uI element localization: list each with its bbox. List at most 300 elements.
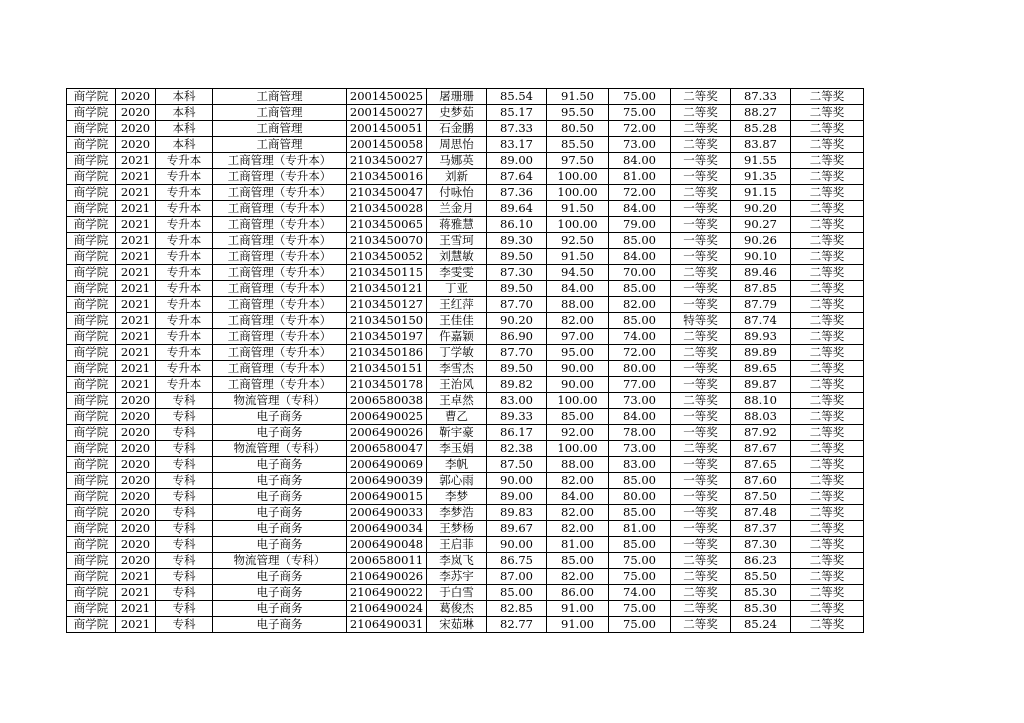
name-cell: 丁亚 bbox=[427, 281, 487, 297]
level-cell: 专科 bbox=[156, 521, 213, 537]
score-a-cell: 89.50 bbox=[487, 281, 547, 297]
table-row bbox=[67, 121, 864, 137]
score-c-cell: 73.00 bbox=[609, 393, 671, 409]
name-cell: 蒋雅慧 bbox=[427, 217, 487, 233]
student-id-cell: 2103450197 bbox=[347, 329, 427, 345]
college-cell: 商学院 bbox=[67, 601, 116, 617]
student-id-cell: 2103450151 bbox=[347, 361, 427, 377]
college-cell: 商学院 bbox=[67, 185, 116, 201]
award-b-cell: 二等奖 bbox=[791, 105, 864, 121]
score-a-cell: 86.75 bbox=[487, 553, 547, 569]
student-id-cell: 2001450025 bbox=[347, 89, 427, 105]
award-b-cell: 二等奖 bbox=[791, 505, 864, 521]
major-cell: 工商管理 bbox=[213, 89, 347, 105]
score-a-cell: 89.00 bbox=[487, 489, 547, 505]
level-cell: 专升本 bbox=[156, 265, 213, 281]
score-b-cell: 85.00 bbox=[547, 409, 609, 425]
year-cell: 2020 bbox=[116, 121, 156, 137]
student-id-cell: 2006490034 bbox=[347, 521, 427, 537]
major-cell: 电子商务 bbox=[213, 489, 347, 505]
score-b-cell: 81.00 bbox=[547, 537, 609, 553]
level-cell: 本科 bbox=[156, 137, 213, 153]
level-cell: 专升本 bbox=[156, 217, 213, 233]
table-row bbox=[67, 569, 864, 585]
major-cell: 电子商务 bbox=[213, 457, 347, 473]
award-b-cell: 二等奖 bbox=[791, 265, 864, 281]
table-row bbox=[67, 345, 864, 361]
score-b-cell: 97.50 bbox=[547, 153, 609, 169]
award-a-cell: 一等奖 bbox=[671, 457, 731, 473]
major-cell: 工商管理（专升本） bbox=[213, 233, 347, 249]
level-cell: 本科 bbox=[156, 105, 213, 121]
total-score-cell: 85.24 bbox=[731, 617, 791, 633]
level-cell: 专科 bbox=[156, 409, 213, 425]
major-cell: 工商管理（专升本） bbox=[213, 265, 347, 281]
award-a-cell: 一等奖 bbox=[671, 377, 731, 393]
level-cell: 专科 bbox=[156, 473, 213, 489]
award-b-cell: 二等奖 bbox=[791, 377, 864, 393]
table-row bbox=[67, 89, 864, 105]
score-b-cell: 82.00 bbox=[547, 505, 609, 521]
table-row bbox=[67, 329, 864, 345]
score-b-cell: 82.00 bbox=[547, 473, 609, 489]
total-score-cell: 87.33 bbox=[731, 89, 791, 105]
student-id-cell: 2103450121 bbox=[347, 281, 427, 297]
award-b-cell: 二等奖 bbox=[791, 569, 864, 585]
major-cell: 工商管理（专升本） bbox=[213, 249, 347, 265]
score-b-cell: 82.00 bbox=[547, 521, 609, 537]
award-a-cell: 二等奖 bbox=[671, 137, 731, 153]
college-cell: 商学院 bbox=[67, 329, 116, 345]
name-cell: 王梦杨 bbox=[427, 521, 487, 537]
award-a-cell: 二等奖 bbox=[671, 121, 731, 137]
major-cell: 电子商务 bbox=[213, 537, 347, 553]
name-cell: 王启菲 bbox=[427, 537, 487, 553]
award-b-cell: 二等奖 bbox=[791, 489, 864, 505]
award-b-cell: 二等奖 bbox=[791, 521, 864, 537]
table-row bbox=[67, 489, 864, 505]
name-cell: 仵嘉颖 bbox=[427, 329, 487, 345]
score-a-cell: 89.67 bbox=[487, 521, 547, 537]
major-cell: 工商管理（专升本） bbox=[213, 281, 347, 297]
score-b-cell: 85.50 bbox=[547, 137, 609, 153]
major-cell: 工商管理（专升本） bbox=[213, 361, 347, 377]
score-b-cell: 100.00 bbox=[547, 393, 609, 409]
level-cell: 专升本 bbox=[156, 313, 213, 329]
college-cell: 商学院 bbox=[67, 137, 116, 153]
college-cell: 商学院 bbox=[67, 201, 116, 217]
year-cell: 2020 bbox=[116, 521, 156, 537]
table-row bbox=[67, 297, 864, 313]
score-c-cell: 85.00 bbox=[609, 537, 671, 553]
award-a-cell: 一等奖 bbox=[671, 153, 731, 169]
year-cell: 2020 bbox=[116, 505, 156, 521]
name-cell: 刘新 bbox=[427, 169, 487, 185]
year-cell: 2021 bbox=[116, 233, 156, 249]
table-row bbox=[67, 521, 864, 537]
score-c-cell: 79.00 bbox=[609, 217, 671, 233]
name-cell: 史梦茹 bbox=[427, 105, 487, 121]
name-cell: 刘慧敏 bbox=[427, 249, 487, 265]
name-cell: 兰金月 bbox=[427, 201, 487, 217]
major-cell: 工商管理（专升本） bbox=[213, 169, 347, 185]
award-b-cell: 二等奖 bbox=[791, 617, 864, 633]
award-b-cell: 二等奖 bbox=[791, 473, 864, 489]
score-a-cell: 85.17 bbox=[487, 105, 547, 121]
award-a-cell: 一等奖 bbox=[671, 217, 731, 233]
award-b-cell: 二等奖 bbox=[791, 169, 864, 185]
award-b-cell: 二等奖 bbox=[791, 233, 864, 249]
table-body bbox=[67, 89, 864, 633]
name-cell: 李梦 bbox=[427, 489, 487, 505]
level-cell: 专升本 bbox=[156, 377, 213, 393]
table-row bbox=[67, 265, 864, 281]
award-b-cell: 二等奖 bbox=[791, 409, 864, 425]
total-score-cell: 85.30 bbox=[731, 585, 791, 601]
score-b-cell: 90.00 bbox=[547, 377, 609, 393]
college-cell: 商学院 bbox=[67, 537, 116, 553]
total-score-cell: 87.37 bbox=[731, 521, 791, 537]
score-a-cell: 82.77 bbox=[487, 617, 547, 633]
year-cell: 2020 bbox=[116, 89, 156, 105]
total-score-cell: 85.30 bbox=[731, 601, 791, 617]
year-cell: 2021 bbox=[116, 297, 156, 313]
name-cell: 李苏宇 bbox=[427, 569, 487, 585]
student-id-cell: 2001450027 bbox=[347, 105, 427, 121]
award-a-cell: 一等奖 bbox=[671, 409, 731, 425]
table-row bbox=[67, 281, 864, 297]
score-c-cell: 82.00 bbox=[609, 297, 671, 313]
level-cell: 专科 bbox=[156, 569, 213, 585]
score-a-cell: 85.00 bbox=[487, 585, 547, 601]
name-cell: 李帆 bbox=[427, 457, 487, 473]
student-id-cell: 2006490069 bbox=[347, 457, 427, 473]
table-row bbox=[67, 377, 864, 393]
major-cell: 物流管理（专科） bbox=[213, 553, 347, 569]
level-cell: 本科 bbox=[156, 121, 213, 137]
score-b-cell: 94.50 bbox=[547, 265, 609, 281]
total-score-cell: 90.26 bbox=[731, 233, 791, 249]
level-cell: 专升本 bbox=[156, 185, 213, 201]
year-cell: 2020 bbox=[116, 489, 156, 505]
table-row bbox=[67, 409, 864, 425]
total-score-cell: 87.79 bbox=[731, 297, 791, 313]
year-cell: 2020 bbox=[116, 457, 156, 473]
name-cell: 石金鹏 bbox=[427, 121, 487, 137]
major-cell: 工商管理（专升本） bbox=[213, 153, 347, 169]
award-b-cell: 二等奖 bbox=[791, 345, 864, 361]
major-cell: 工商管理 bbox=[213, 137, 347, 153]
total-score-cell: 90.20 bbox=[731, 201, 791, 217]
total-score-cell: 85.28 bbox=[731, 121, 791, 137]
major-cell: 电子商务 bbox=[213, 585, 347, 601]
score-b-cell: 88.00 bbox=[547, 297, 609, 313]
name-cell: 付咏怡 bbox=[427, 185, 487, 201]
college-cell: 商学院 bbox=[67, 569, 116, 585]
year-cell: 2021 bbox=[116, 249, 156, 265]
score-a-cell: 89.50 bbox=[487, 249, 547, 265]
student-id-cell: 2103450127 bbox=[347, 297, 427, 313]
score-a-cell: 87.70 bbox=[487, 345, 547, 361]
major-cell: 电子商务 bbox=[213, 473, 347, 489]
score-c-cell: 75.00 bbox=[609, 617, 671, 633]
year-cell: 2021 bbox=[116, 185, 156, 201]
award-a-cell: 二等奖 bbox=[671, 185, 731, 201]
level-cell: 本科 bbox=[156, 89, 213, 105]
year-cell: 2021 bbox=[116, 265, 156, 281]
award-b-cell: 二等奖 bbox=[791, 217, 864, 233]
score-c-cell: 84.00 bbox=[609, 153, 671, 169]
college-cell: 商学院 bbox=[67, 233, 116, 249]
year-cell: 2021 bbox=[116, 313, 156, 329]
award-b-cell: 二等奖 bbox=[791, 585, 864, 601]
score-a-cell: 85.54 bbox=[487, 89, 547, 105]
award-b-cell: 二等奖 bbox=[791, 361, 864, 377]
score-a-cell: 87.33 bbox=[487, 121, 547, 137]
award-b-cell: 二等奖 bbox=[791, 153, 864, 169]
college-cell: 商学院 bbox=[67, 553, 116, 569]
award-b-cell: 二等奖 bbox=[791, 297, 864, 313]
college-cell: 商学院 bbox=[67, 377, 116, 393]
year-cell: 2021 bbox=[116, 201, 156, 217]
score-c-cell: 72.00 bbox=[609, 121, 671, 137]
score-b-cell: 82.00 bbox=[547, 569, 609, 585]
award-b-cell: 二等奖 bbox=[791, 185, 864, 201]
score-c-cell: 74.00 bbox=[609, 585, 671, 601]
award-a-cell: 一等奖 bbox=[671, 361, 731, 377]
student-id-cell: 2103450065 bbox=[347, 217, 427, 233]
table-row bbox=[67, 169, 864, 185]
award-a-cell: 一等奖 bbox=[671, 233, 731, 249]
table-row bbox=[67, 105, 864, 121]
college-cell: 商学院 bbox=[67, 521, 116, 537]
student-id-cell: 2103450115 bbox=[347, 265, 427, 281]
award-a-cell: 特等奖 bbox=[671, 313, 731, 329]
year-cell: 2021 bbox=[116, 329, 156, 345]
year-cell: 2020 bbox=[116, 441, 156, 457]
year-cell: 2021 bbox=[116, 601, 156, 617]
level-cell: 专科 bbox=[156, 505, 213, 521]
year-cell: 2020 bbox=[116, 393, 156, 409]
score-b-cell: 100.00 bbox=[547, 169, 609, 185]
score-b-cell: 91.50 bbox=[547, 201, 609, 217]
total-score-cell: 87.74 bbox=[731, 313, 791, 329]
award-b-cell: 二等奖 bbox=[791, 89, 864, 105]
award-a-cell: 一等奖 bbox=[671, 473, 731, 489]
total-score-cell: 87.48 bbox=[731, 505, 791, 521]
year-cell: 2021 bbox=[116, 569, 156, 585]
name-cell: 王治风 bbox=[427, 377, 487, 393]
student-id-cell: 2106490022 bbox=[347, 585, 427, 601]
table-row bbox=[67, 249, 864, 265]
total-score-cell: 90.10 bbox=[731, 249, 791, 265]
score-b-cell: 91.00 bbox=[547, 617, 609, 633]
student-id-cell: 2006490039 bbox=[347, 473, 427, 489]
score-b-cell: 80.50 bbox=[547, 121, 609, 137]
year-cell: 2020 bbox=[116, 409, 156, 425]
name-cell: 李梦浩 bbox=[427, 505, 487, 521]
total-score-cell: 89.89 bbox=[731, 345, 791, 361]
level-cell: 专升本 bbox=[156, 281, 213, 297]
award-b-cell: 二等奖 bbox=[791, 537, 864, 553]
award-a-cell: 二等奖 bbox=[671, 89, 731, 105]
table-row bbox=[67, 201, 864, 217]
score-c-cell: 84.00 bbox=[609, 201, 671, 217]
name-cell: 李雪杰 bbox=[427, 361, 487, 377]
total-score-cell: 87.65 bbox=[731, 457, 791, 473]
score-b-cell: 95.50 bbox=[547, 105, 609, 121]
score-a-cell: 82.38 bbox=[487, 441, 547, 457]
score-a-cell: 89.82 bbox=[487, 377, 547, 393]
level-cell: 专升本 bbox=[156, 345, 213, 361]
college-cell: 商学院 bbox=[67, 313, 116, 329]
college-cell: 商学院 bbox=[67, 409, 116, 425]
score-b-cell: 92.00 bbox=[547, 425, 609, 441]
score-c-cell: 75.00 bbox=[609, 601, 671, 617]
score-c-cell: 80.00 bbox=[609, 361, 671, 377]
table-row bbox=[67, 473, 864, 489]
student-id-cell: 2103450178 bbox=[347, 377, 427, 393]
award-a-cell: 二等奖 bbox=[671, 329, 731, 345]
level-cell: 专科 bbox=[156, 553, 213, 569]
total-score-cell: 87.50 bbox=[731, 489, 791, 505]
level-cell: 专科 bbox=[156, 393, 213, 409]
level-cell: 专升本 bbox=[156, 361, 213, 377]
student-id-cell: 2006490033 bbox=[347, 505, 427, 521]
year-cell: 2021 bbox=[116, 217, 156, 233]
total-score-cell: 83.87 bbox=[731, 137, 791, 153]
award-a-cell: 二等奖 bbox=[671, 441, 731, 457]
score-a-cell: 90.00 bbox=[487, 473, 547, 489]
score-b-cell: 82.00 bbox=[547, 313, 609, 329]
table-row bbox=[67, 361, 864, 377]
college-cell: 商学院 bbox=[67, 585, 116, 601]
total-score-cell: 88.03 bbox=[731, 409, 791, 425]
year-cell: 2020 bbox=[116, 425, 156, 441]
college-cell: 商学院 bbox=[67, 489, 116, 505]
score-c-cell: 85.00 bbox=[609, 505, 671, 521]
student-id-cell: 2006580038 bbox=[347, 393, 427, 409]
student-id-cell: 2103450016 bbox=[347, 169, 427, 185]
student-id-cell: 2103450047 bbox=[347, 185, 427, 201]
award-b-cell: 二等奖 bbox=[791, 441, 864, 457]
table-row bbox=[67, 217, 864, 233]
score-b-cell: 97.00 bbox=[547, 329, 609, 345]
award-a-cell: 一等奖 bbox=[671, 425, 731, 441]
college-cell: 商学院 bbox=[67, 425, 116, 441]
award-b-cell: 二等奖 bbox=[791, 281, 864, 297]
table-row bbox=[67, 601, 864, 617]
table-row bbox=[67, 233, 864, 249]
award-a-cell: 一等奖 bbox=[671, 537, 731, 553]
award-b-cell: 二等奖 bbox=[791, 553, 864, 569]
score-c-cell: 81.00 bbox=[609, 169, 671, 185]
award-b-cell: 二等奖 bbox=[791, 313, 864, 329]
award-b-cell: 二等奖 bbox=[791, 121, 864, 137]
table-row bbox=[67, 441, 864, 457]
year-cell: 2020 bbox=[116, 553, 156, 569]
score-a-cell: 86.17 bbox=[487, 425, 547, 441]
award-a-cell: 一等奖 bbox=[671, 169, 731, 185]
score-b-cell: 91.50 bbox=[547, 249, 609, 265]
college-cell: 商学院 bbox=[67, 345, 116, 361]
award-a-cell: 一等奖 bbox=[671, 281, 731, 297]
score-c-cell: 73.00 bbox=[609, 441, 671, 457]
score-a-cell: 87.64 bbox=[487, 169, 547, 185]
score-b-cell: 90.00 bbox=[547, 361, 609, 377]
college-cell: 商学院 bbox=[67, 89, 116, 105]
level-cell: 专升本 bbox=[156, 153, 213, 169]
table-row bbox=[67, 313, 864, 329]
total-score-cell: 89.93 bbox=[731, 329, 791, 345]
score-a-cell: 82.85 bbox=[487, 601, 547, 617]
level-cell: 专科 bbox=[156, 617, 213, 633]
score-b-cell: 100.00 bbox=[547, 185, 609, 201]
name-cell: 王雪珂 bbox=[427, 233, 487, 249]
name-cell: 葛俊杰 bbox=[427, 601, 487, 617]
college-cell: 商学院 bbox=[67, 169, 116, 185]
award-b-cell: 二等奖 bbox=[791, 393, 864, 409]
total-score-cell: 85.50 bbox=[731, 569, 791, 585]
award-a-cell: 二等奖 bbox=[671, 105, 731, 121]
table-row bbox=[67, 185, 864, 201]
score-a-cell: 87.36 bbox=[487, 185, 547, 201]
college-cell: 商学院 bbox=[67, 473, 116, 489]
college-cell: 商学院 bbox=[67, 617, 116, 633]
major-cell: 电子商务 bbox=[213, 505, 347, 521]
award-a-cell: 二等奖 bbox=[671, 585, 731, 601]
total-score-cell: 87.85 bbox=[731, 281, 791, 297]
score-c-cell: 77.00 bbox=[609, 377, 671, 393]
college-cell: 商学院 bbox=[67, 105, 116, 121]
score-b-cell: 84.00 bbox=[547, 489, 609, 505]
level-cell: 专科 bbox=[156, 425, 213, 441]
award-b-cell: 二等奖 bbox=[791, 457, 864, 473]
score-b-cell: 86.00 bbox=[547, 585, 609, 601]
major-cell: 工商管理（专升本） bbox=[213, 217, 347, 233]
table-row bbox=[67, 393, 864, 409]
student-id-cell: 2006490026 bbox=[347, 425, 427, 441]
award-a-cell: 一等奖 bbox=[671, 489, 731, 505]
score-c-cell: 85.00 bbox=[609, 233, 671, 249]
major-cell: 物流管理（专科） bbox=[213, 393, 347, 409]
score-c-cell: 78.00 bbox=[609, 425, 671, 441]
total-score-cell: 88.27 bbox=[731, 105, 791, 121]
college-cell: 商学院 bbox=[67, 121, 116, 137]
score-c-cell: 75.00 bbox=[609, 553, 671, 569]
score-c-cell: 83.00 bbox=[609, 457, 671, 473]
year-cell: 2021 bbox=[116, 153, 156, 169]
total-score-cell: 89.87 bbox=[731, 377, 791, 393]
award-a-cell: 二等奖 bbox=[671, 553, 731, 569]
year-cell: 2021 bbox=[116, 377, 156, 393]
table-row bbox=[67, 537, 864, 553]
total-score-cell: 87.67 bbox=[731, 441, 791, 457]
score-c-cell: 80.00 bbox=[609, 489, 671, 505]
student-award-table bbox=[66, 88, 864, 633]
award-a-cell: 二等奖 bbox=[671, 601, 731, 617]
score-b-cell: 88.00 bbox=[547, 457, 609, 473]
table-row bbox=[67, 553, 864, 569]
table-row bbox=[67, 457, 864, 473]
student-id-cell: 2006580047 bbox=[347, 441, 427, 457]
score-a-cell: 87.70 bbox=[487, 297, 547, 313]
name-cell: 屠珊珊 bbox=[427, 89, 487, 105]
score-b-cell: 85.00 bbox=[547, 553, 609, 569]
score-a-cell: 83.00 bbox=[487, 393, 547, 409]
major-cell: 电子商务 bbox=[213, 425, 347, 441]
major-cell: 电子商务 bbox=[213, 601, 347, 617]
